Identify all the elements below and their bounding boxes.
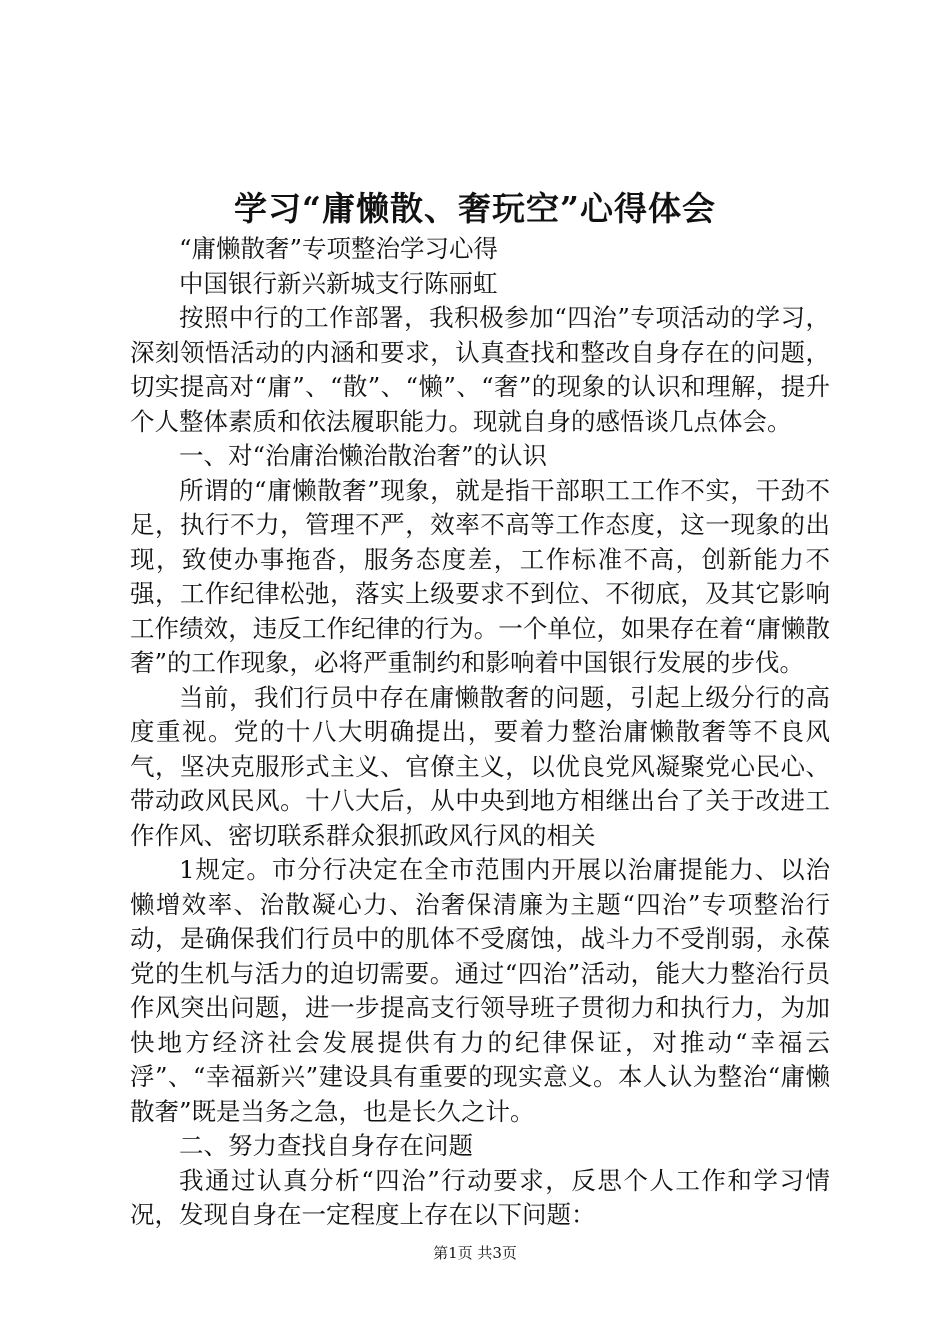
body-paragraph: 1规定。市分行决定在全市范围内开展以治庸提能力、以治懒增效率、治散凝心力、治奢保清廉为主题“四治”专项整治行动，是确保我们行员中的肌体不受腐蚀，战斗力不受削弱，永葆党的生机与活力的迫切需要。通过“四治”活动，能大力整治行员作风突出问题，进一步提高支行领导班子贯彻力和执行力，为加快地方经济社会发展提供有力的纪律保证，对推动“幸福云浮”、“幸福新兴”建设具有重要的现实意义。本人认为整治“庸懒散奢”既是当务之急，也是长久之计。: [130, 855, 830, 1126]
author-line: 中国银行新兴新城支行陈丽虹: [179, 268, 498, 298]
document-body: [130, 232, 830, 1233]
intro-paragraph: 按照中行的工作部署，我积极参加“四治”专项活动的学习，深刻领悟活动的内涵和要求，认真查找和整改自身存在的问题，切实提高对“庸”、“散”、“懒”、“奢”的现象的认识和理解，提升个人整体素质和依法履职能力。现就自身的感悟谈几点体会。: [130, 303, 830, 436]
document-title: 学习“庸懒散、奢玩空”心得体会: [234, 189, 716, 228]
body-paragraph: 所谓的“庸懒散奢”现象，就是指干部职工工作不实，干劲不足，执行不力，管理不严，效率不高等工作态度，这一现象的出现，致使办事拖沓，服务态度差，工作标准不高，创新能力不强，工作纪律松弛，落实上级要求不到位、不彻底，及其它影响工作绩效，违反工作纪律的行为。一个单位，如果存在着“庸懒散奢”的工作现象，必将严重制约和影响着中国银行发展的步伐。: [130, 475, 830, 677]
section-heading-2: 二、努力查找自身存在问题: [179, 1131, 473, 1160]
body-paragraph: 当前，我们行员中存在庸懒散奢的问题，引起上级分行的高度重视。党的十八大明确提出，要着力整治庸懒散奢等不良风气，坚决克服形式主义、官僚主义，以优良党风凝聚党心民心、带动政风民风。十八大后，从中央到地方相继出台了关于改进工作作风、密切联系群众狠抓政风行风的相关: [130, 682, 830, 850]
body-paragraph: 我通过认真分析“四治”行动要求，反思个人工作和学习情况，发现自身在一定程度上存在以下问题：: [130, 1165, 830, 1229]
page-number-footer: 第1页 共3页: [433, 1244, 517, 1262]
section-heading-1: 一、对“治庸治懒治散治奢”的认识: [179, 441, 548, 470]
subtitle-paragraph: “庸懒散奢”专项整治学习心得: [179, 234, 499, 263]
